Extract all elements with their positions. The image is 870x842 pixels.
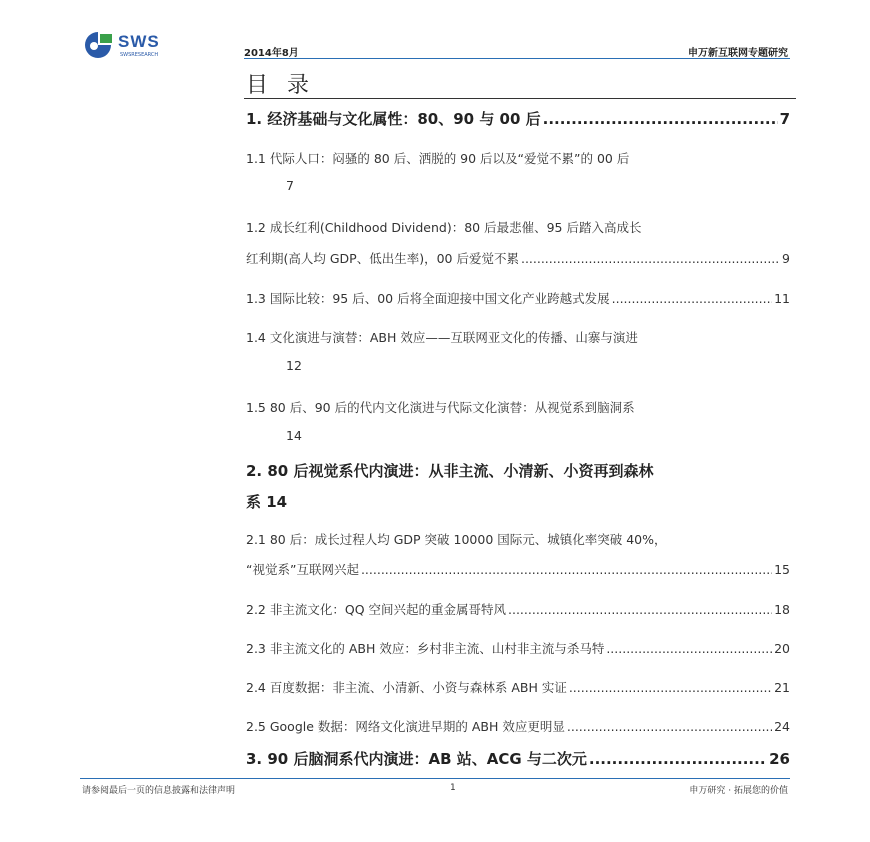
toc-entry-text: 2.3 非主流文化的 ABH 效应：乡村非主流、山村非主流与杀马特 <box>246 641 605 656</box>
toc-entry-page: 24 <box>774 719 790 734</box>
toc-entry-page: 9 <box>782 251 790 266</box>
toc-entry-text-line2: 红利期(高人均 GDP、低出生率)，00 后爱觉不累 <box>246 251 519 266</box>
toc-title: 目 录 <box>246 73 315 98</box>
toc-entry-text-line2: “视觉系”互联网兴起 <box>246 562 359 577</box>
toc-entry-text: 1.3 国际比较：95 后、00 后将全面迎接中国文化产业跨越式发展 <box>246 291 610 306</box>
footer-disclaimer: 请参阅最后一页的信息披露和法律声明 <box>82 786 236 796</box>
report-date: 2014年8月 <box>244 48 299 59</box>
leader-dots <box>361 562 772 577</box>
toc-entry-1-3[interactable] <box>246 289 790 307</box>
toc-entry-1-5[interactable] <box>246 398 790 416</box>
toc-entry-text: 2.5 Google 数据：网络文化演进早期的 ABH 效应更明显 <box>246 719 565 734</box>
toc-entry-page: 20 <box>774 641 790 656</box>
toc-entry-text: 3. 90 后脑洞系代内演进：AB 站、ACG 与二次元 <box>246 750 587 768</box>
toc-entry-page: 15 <box>774 562 790 577</box>
toc-entry-1-2-cont[interactable] <box>246 249 790 267</box>
footer-divider <box>80 778 790 779</box>
toc-entry-text-line1: 2. 80 后视觉系代内演进：从非主流、小清新、小资再到森林 <box>246 462 654 480</box>
company-logo <box>80 30 180 64</box>
toc-entry-1-4[interactable] <box>246 328 790 346</box>
leader-dots <box>589 750 767 768</box>
report-type: 申万新互联网专题研究 <box>688 48 788 59</box>
leader-dots <box>569 680 772 695</box>
toc-entry-page: 14 <box>266 493 288 511</box>
toc-entry-text: 1.4 文化演进与演替：ABH 效应——互联网亚文化的传播、山寨与演进 <box>246 330 638 345</box>
toc-entry-text: 1.1 代际人口：闷骚的 80 后、洒脱的 90 后以及“爱觉不累”的 00 后 <box>246 151 630 166</box>
title-divider <box>244 98 796 99</box>
toc-entry-page: 14 <box>286 428 302 443</box>
toc-entry-text: 1. 经济基础与文化属性：80、90 与 00 后 <box>246 110 541 128</box>
toc-entry-2-5[interactable] <box>246 717 790 735</box>
toc-entry-2[interactable] <box>246 460 790 481</box>
toc-entry-1-1[interactable] <box>246 149 790 167</box>
leader-dots <box>606 641 772 656</box>
leader-dots <box>567 719 772 734</box>
leader-dots <box>543 110 778 128</box>
toc-entry-page: 11 <box>774 291 790 306</box>
toc-entry-page: 21 <box>774 680 790 695</box>
leader-dots <box>612 291 772 306</box>
header-divider <box>244 58 790 59</box>
toc-entry-1-2[interactable] <box>246 218 790 236</box>
logo-mark-icon <box>80 30 116 60</box>
toc-entry-2-cont[interactable] <box>246 491 287 512</box>
toc-entry-text-line1: 1.2 成长红利(Childhood Dividend)：80 后最悲催、95 后踏入高成长 <box>246 220 642 235</box>
toc-entry-page: 7 <box>779 110 790 128</box>
toc-entry-page: 7 <box>286 178 294 193</box>
toc-entry-2-1-cont[interactable] <box>246 560 790 578</box>
toc-entry-page: 18 <box>774 602 790 617</box>
toc-entry-text: 2.2 非主流文化：QQ 空间兴起的重金属哥特风 <box>246 602 507 617</box>
toc-entry-2-2[interactable] <box>246 600 790 618</box>
footer-page-number: 1 <box>450 783 456 793</box>
footer-slogan: 申万研究 · 拓展您的价值 <box>689 786 788 796</box>
leader-dots <box>508 602 772 617</box>
toc-entry-text-line1: 2.1 80 后：成长过程人均 GDP 突破 10000 国际元、城镇化率突破 40%， <box>246 532 667 547</box>
toc-entry-text: 2.4 百度数据：非主流、小清新、小资与森林系 ABH 实证 <box>246 680 567 695</box>
toc-entry-2-3[interactable] <box>246 639 790 657</box>
toc-entry-text: 1.5 80 后、90 后的代内文化演进与代际文化演替：从视觉系到脑洞系 <box>246 400 635 415</box>
toc-entry-3[interactable] <box>246 748 790 769</box>
toc-entry-2-1[interactable] <box>246 530 790 548</box>
toc-entry-page: 26 <box>769 750 790 768</box>
toc-entry-1[interactable] <box>246 108 790 129</box>
toc-entry-page: 12 <box>286 358 302 373</box>
logo-subtext: SWSRESEARCH <box>120 52 159 58</box>
toc-entry-2-4[interactable] <box>246 678 790 696</box>
logo-text: SWS <box>118 32 160 51</box>
toc-entry-text-line2: 系 <box>246 493 262 511</box>
leader-dots <box>521 251 780 266</box>
